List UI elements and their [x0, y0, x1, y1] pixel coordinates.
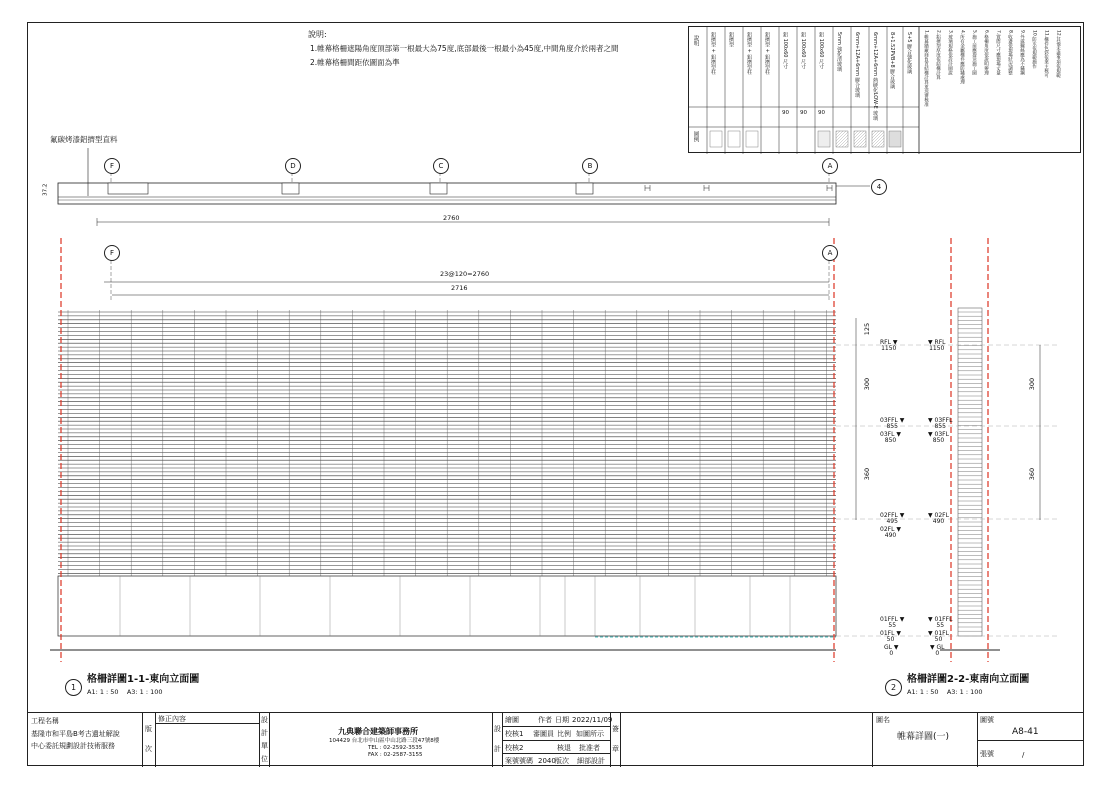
project-name-1: 基隆市和平島B考古遺址解說 — [31, 730, 120, 738]
caption-scale-left: A1: 1 : 50 A3: 1 : 100 — [87, 688, 163, 696]
legend-note: 6.格柵角度依說明辦理 — [983, 30, 989, 75]
design-label: 設 — [261, 716, 268, 724]
drawing-name: 帷幕詳圖(一) — [897, 732, 950, 742]
caption-number-left: 1 — [65, 679, 82, 696]
legend-row: 5+5 膠合強化玻璃 — [906, 32, 912, 75]
level-marker: ▼ 03FFL 855 — [928, 417, 953, 431]
rev-label-2: 次 — [145, 745, 152, 753]
caption-title-left: 格柵詳圖1-1-東向立面圖 — [87, 674, 200, 685]
material-label: 氟碳烤漆鋁擠型直料 — [50, 135, 118, 144]
level-marker: GL ▼ 0 — [884, 644, 899, 658]
legend-note: 5.施工前應提送施工圖 — [971, 30, 977, 75]
firm-address: 104429 台北市中山區中山北路三段47號8樓 — [329, 738, 440, 744]
note-item-2: 2.帷幕格柵間距依圖面為準 — [310, 58, 400, 67]
dim-far-right: 360 — [1028, 467, 1037, 481]
legend-note: 12.其他未盡事項依規範 — [1055, 30, 1061, 78]
level-marker: 02FL ▼ 490 — [880, 526, 901, 540]
legend-note: 4.所有金屬構件應防鏽處理 — [959, 30, 965, 84]
case-label: 案號號碼 — [505, 757, 533, 765]
level-marker: 02FFL ▼ 495 — [880, 512, 905, 526]
legend-note: 7.實際尺寸應現場丈量 — [995, 30, 1001, 75]
grid-bubble-a: A — [822, 158, 838, 174]
note-item-1: 1.帷幕格柵遮陽角度頂部第一根最大為75度,底部最後一根最小為45度,中間角度介於兩者之間 — [310, 44, 619, 53]
caption-number-right: 2 — [885, 679, 902, 696]
check-label: 核退 — [557, 744, 571, 752]
dim-far-right: 300 — [1028, 377, 1037, 391]
elev-grid-bubble-f: F — [104, 245, 120, 261]
legend-row: 鋁 100x60 尺寸 — [782, 32, 788, 70]
legend-row: 鋁擠型 + 鋁擠型柱 — [710, 32, 716, 75]
level-marker: ▼ 01FL 50 — [928, 630, 949, 644]
draw-label: 繪圖 — [505, 716, 519, 724]
grid-bubble-f: F — [104, 158, 120, 174]
dim-right: 300 — [863, 377, 872, 391]
rev-label-1: 版 — [145, 725, 152, 733]
caption-scale-right: A1: 1 : 50 A3: 1 : 100 — [907, 688, 983, 696]
level-marker: 03FL ▼ 850 — [880, 431, 901, 445]
legend-note: 10.防水依規範施作 — [1031, 30, 1037, 69]
elev-dim-top: 23@120=2760 — [440, 270, 490, 278]
drawing-no-label: 圖號 — [980, 716, 994, 724]
version-value: 細部設計 — [577, 757, 605, 765]
date-value: 2022/11/09 — [572, 716, 613, 724]
sheet-side-label: 計 — [494, 745, 501, 753]
design-label: 單 — [261, 742, 268, 750]
firm-tel: TEL : 02-2592-3535 — [368, 745, 423, 751]
legend-row: 鋁擠型 + 鋁擠型柱 — [764, 32, 770, 75]
check2-label: 校核2 — [505, 744, 524, 752]
legend-row: 6mm+12A+6mm 膠合玻璃 — [854, 32, 860, 98]
legend-value: 90 — [782, 110, 789, 116]
level-marker: ▼ 01FFL 55 — [928, 616, 953, 630]
level-marker: RFL ▼ 1150 — [880, 339, 898, 353]
project-label: 工程名稱 — [31, 717, 59, 725]
approve-label: 批准者 — [579, 744, 600, 752]
grid-bubble-d: D — [285, 158, 301, 174]
level-marker: 01FL ▼ 50 — [880, 630, 901, 644]
case-value: 2040 — [538, 757, 556, 765]
legend-header-code: 圖例 — [692, 131, 699, 142]
project-name-2: 中心委託規劃設計技術服務 — [31, 742, 115, 750]
legend-note: 9.外露螺絲應為不鏽鋼 — [1019, 30, 1025, 75]
legend-note: 3.玻璃規格依設計圖說 — [947, 30, 953, 75]
legend-row: 鋁 100x60 尺寸 — [800, 32, 806, 70]
sheet-label: 張號 — [980, 750, 994, 758]
design-label: 位 — [261, 755, 268, 763]
level-marker: ▼ 03FL 850 — [928, 431, 949, 445]
scale-label: 比例 — [557, 730, 571, 738]
check1-label: 校核1 — [505, 730, 524, 738]
section-marker: 4 — [871, 179, 887, 195]
legend-value: 90 — [800, 110, 807, 116]
legend-row: 8+1.52PVB+8 膠合玻璃 — [889, 32, 895, 90]
legend-row: 5mm 強化清玻璃 — [836, 32, 842, 72]
firm-name: 九典聯合建築師事務所 — [338, 727, 418, 736]
check1-value: 審圖員 — [533, 730, 554, 738]
caption-title-right: 格柵詳圖2-2-東南向立面圖 — [907, 674, 1030, 685]
grid-bubble-b: B — [582, 158, 598, 174]
stamp-label: 簽 — [612, 725, 619, 733]
legend-row: 鋁 100x60 尺寸 — [818, 32, 824, 70]
drawing-no: A8-41 — [1012, 727, 1039, 737]
level-marker: 01FFL ▼ 55 — [880, 616, 905, 630]
legend-value: 90 — [818, 110, 825, 116]
dim-right: 125 — [863, 322, 872, 336]
date-label: 日期 — [555, 716, 569, 724]
sheet-value: / — [1022, 751, 1025, 759]
legend-row: 6mm+12A+6mm 熱硬化LOW-E 玻璃 — [872, 32, 878, 121]
legend-note: 11.構件色彩依業主核可 — [1043, 30, 1049, 78]
plan-dimension: 2760 — [443, 214, 460, 222]
dim-right: 360 — [863, 467, 872, 481]
legend-note: 1.帷幕牆廠商負責結構計算並送審核准 — [923, 30, 929, 107]
level-marker: ▼ RFL 1150 — [928, 339, 946, 353]
notes-title: 說明: — [308, 30, 327, 39]
level-marker: ▼ 02FL 490 — [928, 512, 949, 526]
title-block — [27, 712, 1084, 767]
design-label: 計 — [261, 729, 268, 737]
stamp-label: 章 — [612, 745, 619, 753]
elev-grid-bubble-a: A — [822, 245, 838, 261]
author-label: 作者 — [538, 716, 552, 724]
sheet-side-label: 設 — [494, 725, 501, 733]
level-marker: 03FFL ▼ 855 — [880, 417, 905, 431]
scale-value: 如圖所示 — [576, 730, 604, 738]
level-marker: ▼ GL 0 — [930, 644, 945, 658]
rev-content-label: 修正內容 — [158, 715, 186, 723]
grid-bubble-c: C — [433, 158, 449, 174]
legend-row: 鋁擠型 — [728, 32, 734, 47]
legend-note: 2.鋁擠型厚度依結構計算 — [935, 30, 941, 80]
version-label: 版次 — [555, 757, 569, 765]
drawing-name-label: 圖名 — [876, 716, 890, 724]
legend-row: 鋁擠型 + 鋁擠型柱 — [746, 32, 752, 75]
firm-fax: FAX : 02-2587-3155 — [368, 752, 423, 758]
plan-side-dim: 37.2 — [42, 183, 49, 196]
legend-note: 8.收邊依現場狀況調整 — [1007, 30, 1013, 75]
legend-header-desc: 說明 — [692, 35, 699, 46]
elev-dim-inner: 2716 — [451, 284, 468, 292]
